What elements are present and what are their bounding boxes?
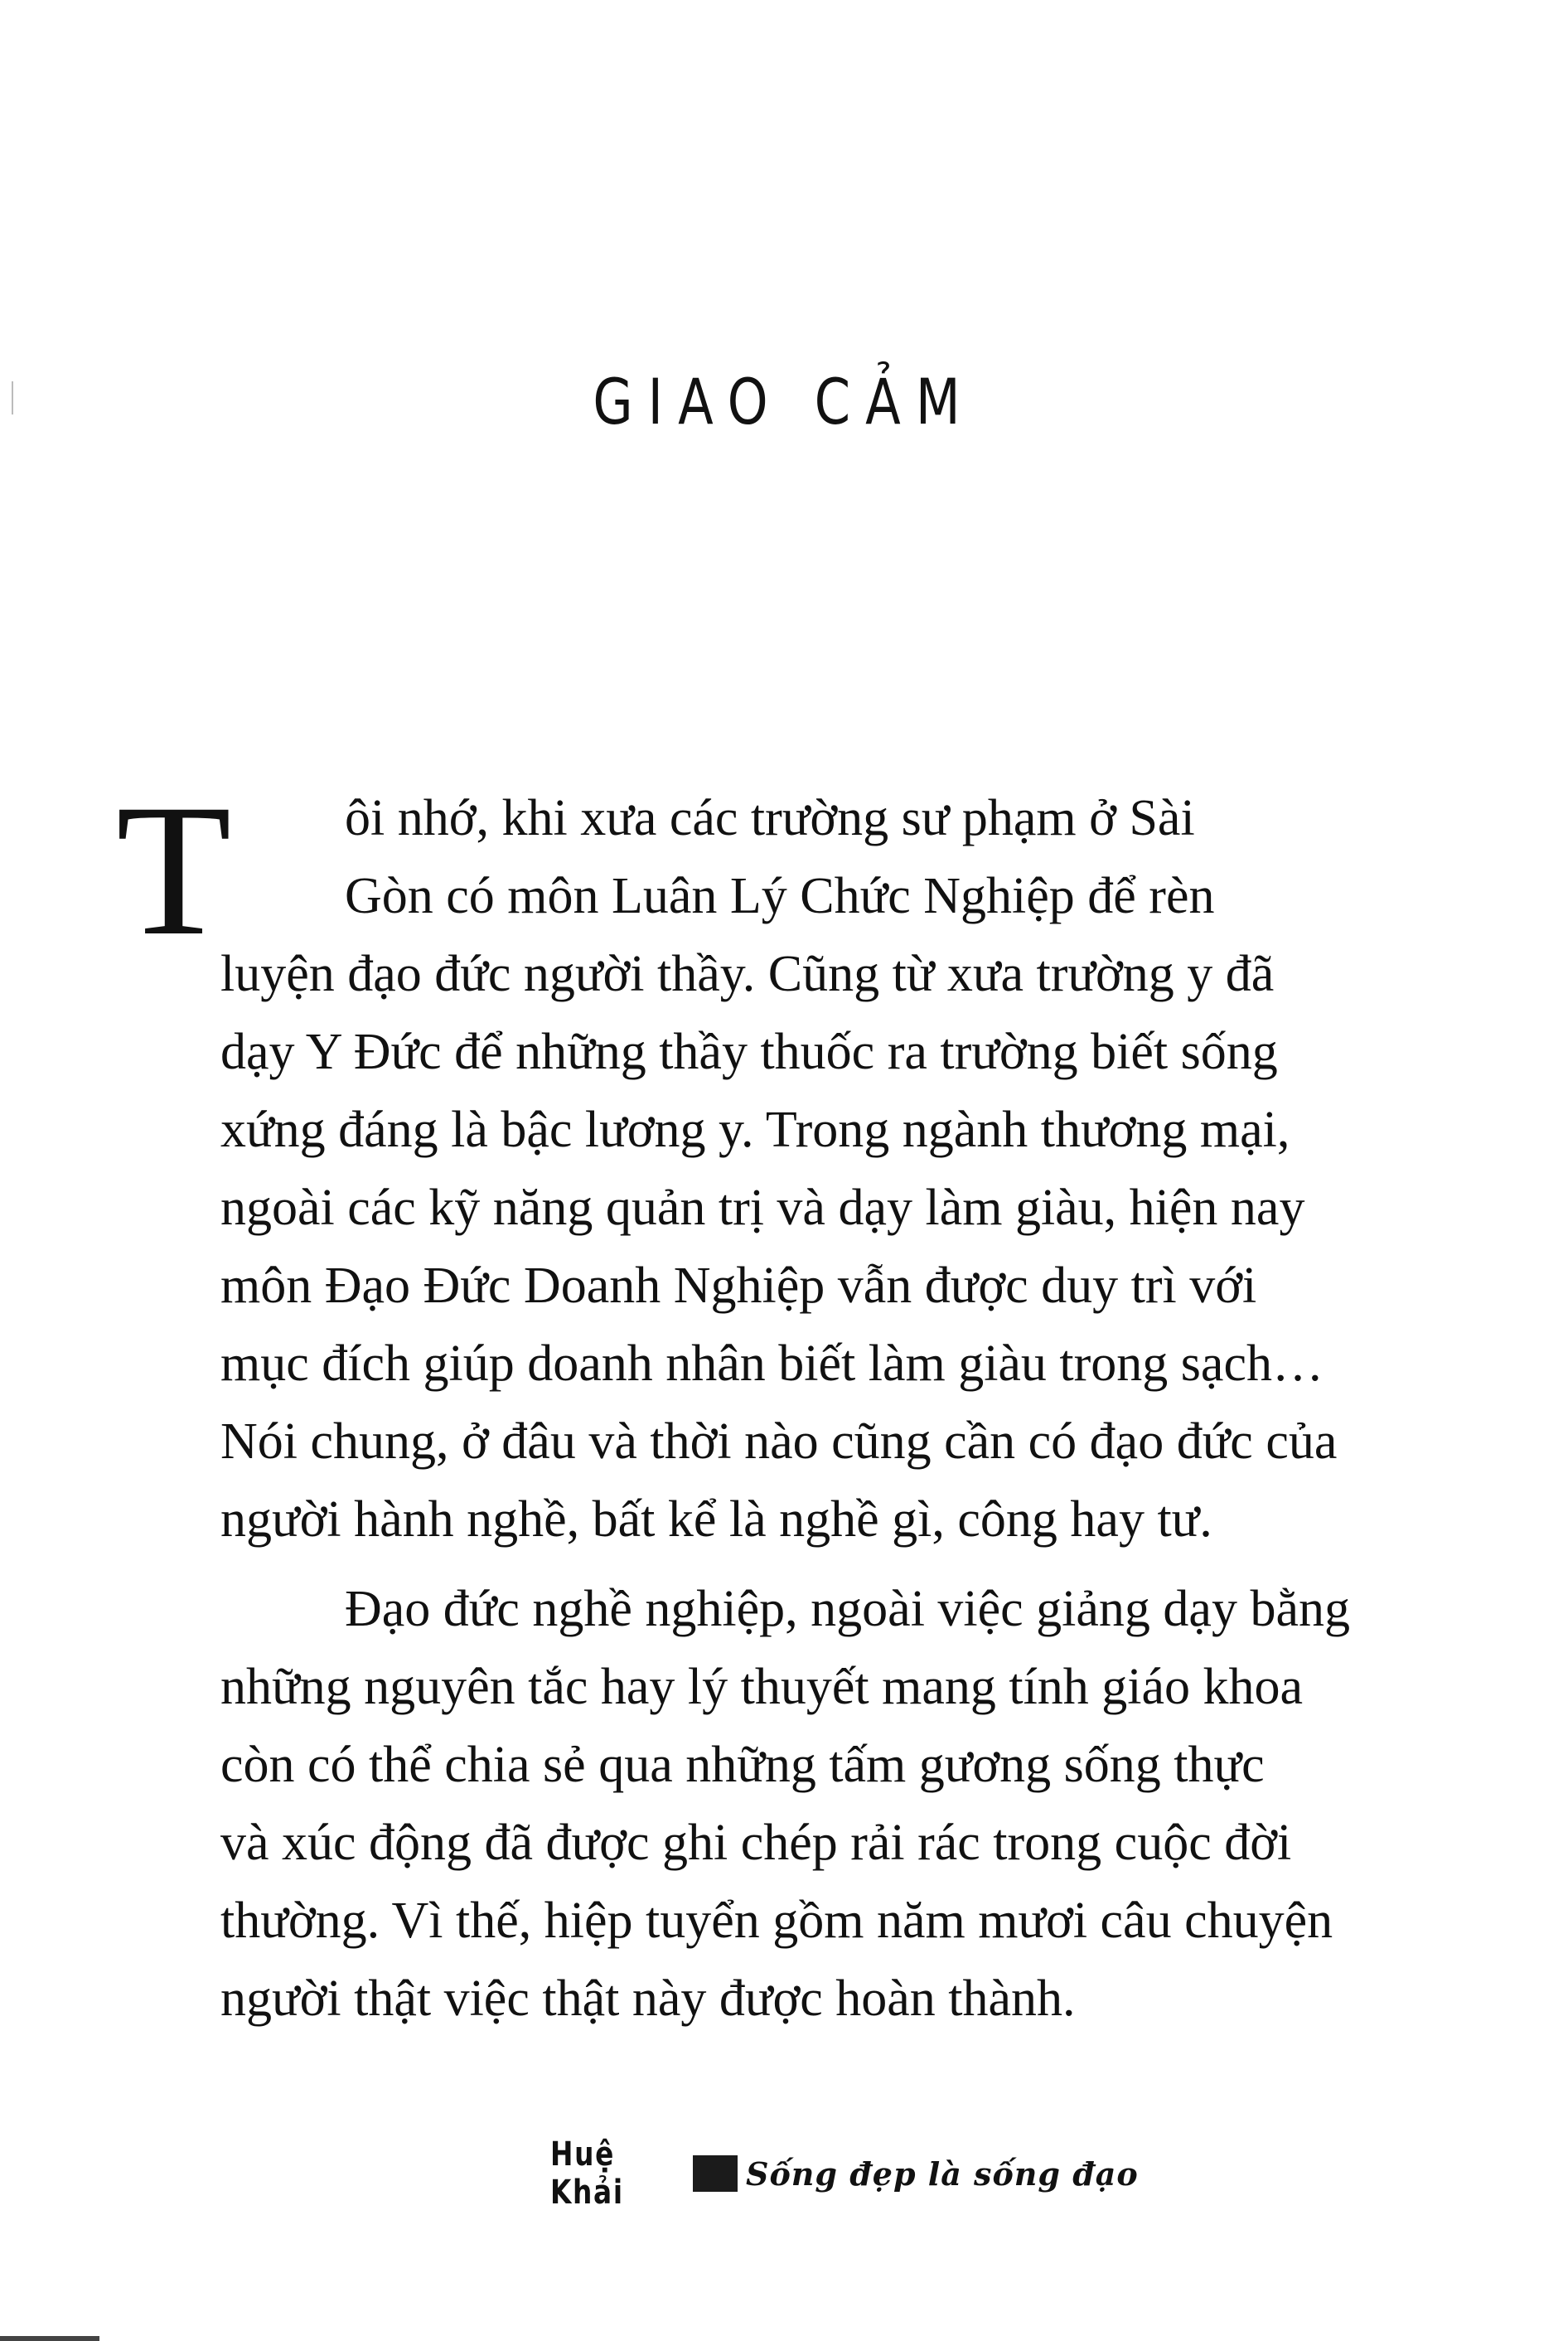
text-line: mục đích giúp doanh nhân biết làm giàu trong sạch… <box>220 1335 1324 1392</box>
footer-book-title: Sống đẹp là sống đạo <box>746 2154 1139 2193</box>
page-edge-shadow <box>0 2336 99 2341</box>
text-line: ôi nhớ, khi xưa các trường sư phạm ở Sài <box>345 790 1195 846</box>
paragraph-1 <box>220 779 1397 1558</box>
text-line: những nguyên tắc hay lý thuyết mang tính giáo khoa <box>220 1659 1304 1715</box>
chapter-title: GIAO CẢM <box>593 365 975 439</box>
text-line: xứng đáng là bậc lương y. Trong ngành thương mại, <box>220 1102 1290 1158</box>
text-line: Gòn có môn Luân Lý Chức Nghiệp để rèn <box>345 868 1215 924</box>
text-line: dạy Y Đức để những thầy thuốc ra trường biết sống <box>220 1024 1278 1080</box>
text-line: Đạo đức nghề nghiệp, ngoài việc giảng dạy bằng <box>345 1581 1350 1637</box>
text-line: thường. Vì thế, hiệp tuyển gồm năm mươi câu chuyện <box>220 1893 1333 1949</box>
text-line: Nói chung, ở đâu và thời nào cũng cần có đạo đức của <box>220 1413 1338 1470</box>
text-line: và xúc động đã được ghi chép rải rác trong cuộc đời <box>220 1815 1292 1871</box>
footer-separator-block <box>693 2155 738 2192</box>
footer-author: Huệ Khải <box>550 2135 624 2212</box>
running-footer <box>550 2135 1139 2212</box>
text-line: luyện đạo đức người thầy. Cũng từ xưa trường y đã <box>220 946 1275 1002</box>
paragraph-2 <box>220 1570 1397 2038</box>
text-line: người thật việc thật này được hoàn thành. <box>220 1970 1076 2027</box>
scan-margin-mark <box>12 381 13 414</box>
text-line: còn có thể chia sẻ qua những tấm gương sống thực <box>220 1737 1265 1793</box>
drop-cap: T <box>116 766 232 975</box>
body-text <box>220 779 1397 2038</box>
text-line: môn Đạo Đức Doanh Nghiệp vẫn được duy trì với <box>220 1258 1257 1314</box>
text-line: người hành nghề, bất kể là nghề gì, công hay tư. <box>220 1491 1212 1548</box>
text-line: ngoài các kỹ năng quản trị và dạy làm giàu, hiện nay <box>220 1180 1305 1236</box>
